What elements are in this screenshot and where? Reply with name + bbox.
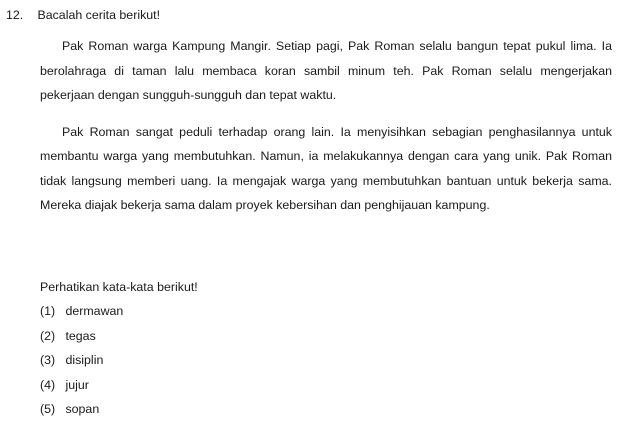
word-number: (5) (40, 402, 56, 417)
word-list-item (40, 377, 123, 393)
word-text: dermawan (65, 304, 124, 318)
word-list-item (40, 303, 123, 319)
word-list (40, 303, 123, 426)
question-number: 12. (6, 8, 24, 22)
word-text: disiplin (65, 353, 104, 368)
word-text: tegas (65, 328, 96, 343)
question-instruction: Bacalah cerita berikut! (37, 8, 161, 22)
word-number: (4) (40, 377, 56, 392)
question-header (6, 7, 626, 23)
story-text (40, 34, 612, 218)
word-number: (1) (40, 304, 56, 318)
word-number: (3) (40, 353, 56, 368)
word-number: (2) (40, 328, 56, 343)
word-list-item (40, 401, 123, 417)
story-paragraph-2: Pak Roman sangat peduli terhadap orang lain. Ia menyisihkan sebagian penghasilannya untuk membantu warga yang membutuhkan. Namun, ia melakukannya dengan cara yang unik. Pak Roman tidak langsung memberi uang. Ia mengajak warga yang membutuhkan bantuan untuk bekerja sama. Mereka diajak bekerja sama dalam proyek kebersihan dan penghijauan kampung. (40, 124, 612, 212)
word-list-prompt: Perhatikan kata-kata berikut! (40, 280, 198, 294)
word-text: sopan (65, 402, 100, 417)
word-text: jujur (65, 377, 89, 392)
word-list-item (40, 352, 123, 368)
story-paragraph-1: Pak Roman warga Kampung Mangir. Setiap pagi, Pak Roman selalu bangun tepat pukul lima. Ia berolahraga di taman lalu membaca koran sambil minum teh. Pak Roman selalu mengerjakan pekerjaan dengan sungguh-sungguh dan tepat waktu. (40, 39, 612, 102)
word-list-item (40, 328, 123, 344)
